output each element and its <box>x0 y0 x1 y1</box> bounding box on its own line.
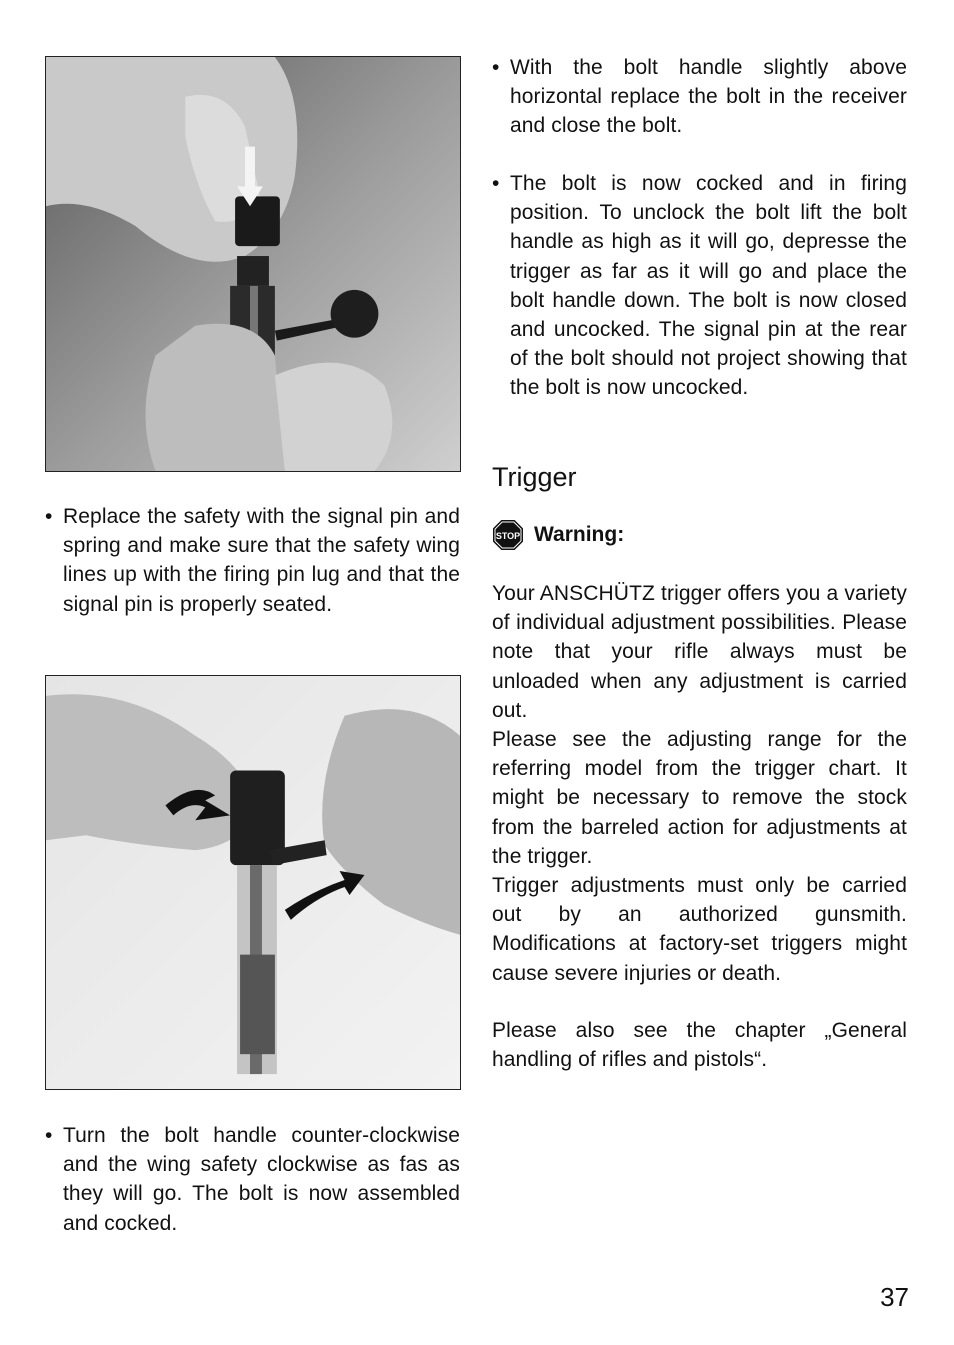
bullet-text: With the bolt handle slightly above horizontal replace the bolt in the receiver and close the bolt. <box>510 56 907 138</box>
bullet-turn-bolt-handle <box>45 1121 460 1238</box>
bullet-text: Turn the bolt handle counter-clockwise and the wing safety clockwise as fas as they will go. The bolt is now assembled and cocked. <box>63 1124 460 1235</box>
photo-bolt-assembly-insert <box>45 56 461 472</box>
trigger-paragraph-2: Please see the adjusting range for the referring model from the trigger chart. It might be necessary to remove the stock from the barreled action for adjustments at the trigger. <box>492 728 907 868</box>
trigger-paragraph-1: Your ANSCHÜTZ trigger offers you a variety of individual adjustment possibilities. Please note that your rifle always must be unloaded when any adjustment is carried out. <box>492 582 907 722</box>
bullet-marker: • <box>492 172 500 195</box>
hands-holding-bolt-photo-icon <box>46 57 460 471</box>
photo-bolt-twist <box>45 675 461 1090</box>
warning-row <box>492 518 624 552</box>
bullet-text: Replace the safety with the signal pin and spring and make sure that the safety wing lines up with the firing pin lug and that the signal pin is properly seated. <box>63 505 460 616</box>
page-number: 37 <box>880 1282 909 1312</box>
bullet-replace-safety <box>45 502 460 619</box>
stop-sign-icon <box>492 519 524 551</box>
bullet-replace-bolt <box>492 53 907 141</box>
bullet-marker: • <box>45 505 53 528</box>
bullet-marker: • <box>45 1124 53 1147</box>
trigger-paragraph-4: Please also see the chapter „General handling of rifles and pistols“. <box>492 1019 907 1072</box>
hands-twisting-bolt-photo-icon <box>46 676 460 1089</box>
stop-sign-text: STOP <box>495 531 521 541</box>
warning-label: Warning: <box>534 523 625 546</box>
section-heading-trigger: Trigger <box>492 462 577 492</box>
trigger-paragraph-3: Trigger adjustments must only be carried out by an authorized gunsmith. Modifications at factory-set triggers might cause severe injuries or death. <box>492 874 907 985</box>
bullet-text: The bolt is now cocked and in firing position. To unclock the bolt lift the bolt handle as high as it will go, depresse the trigger as far as it will go and place the bolt handle down. The bolt is now closed and uncocked. The signal pin at the rear of the bolt should not project showing that the bolt is now uncocked. <box>510 172 907 400</box>
bullet-bolt-cocked <box>492 169 907 403</box>
bullet-marker: • <box>492 56 500 79</box>
